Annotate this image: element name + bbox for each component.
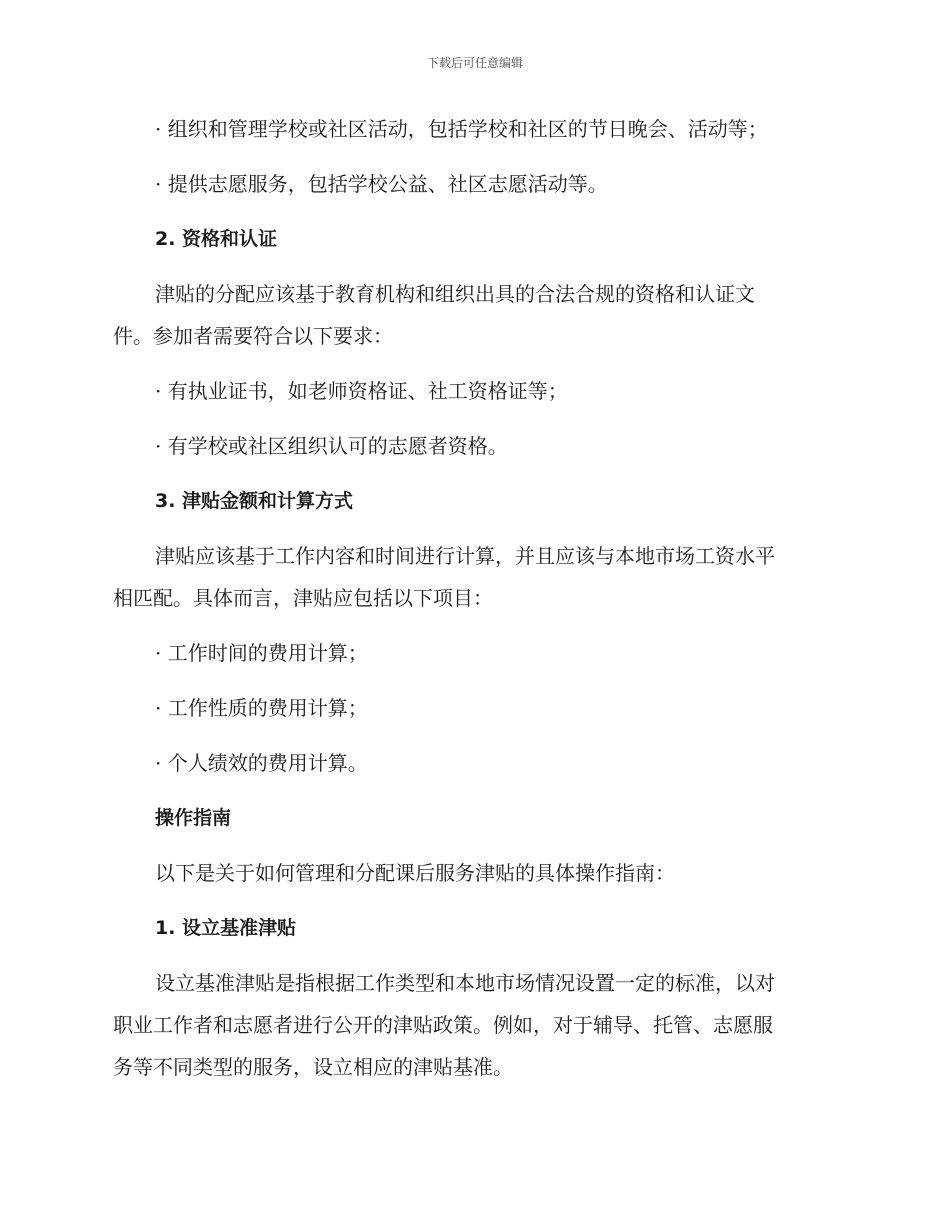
paragraph-line: 务等不同类型的服务，设立相应的津贴基准。 (113, 1055, 513, 1079)
list-item: · 个人绩效的费用计算。 (155, 751, 368, 775)
list-item: · 工作性质的费用计算； (155, 696, 368, 720)
document-body (113, 108, 831, 1101)
paragraph-line: 相匹配。具体而言，津贴应包括以下项目： (113, 586, 493, 610)
list-item: · 有学校或社区组织认可的志愿者资格。 (155, 434, 508, 458)
list-item: · 工作时间的费用计算； (155, 641, 368, 665)
list-item: · 提供志愿服务，包括学校公益、社区志愿活动等。 (155, 172, 608, 196)
paragraph-base (113, 962, 831, 1088)
paragraph-line: 以下是关于如何管理和分配课后服务津贴的具体操作指南： (155, 861, 675, 885)
paragraph-guide (113, 852, 831, 894)
paragraph-qualification (113, 273, 831, 357)
paragraph-line: 设立基准津贴是指根据工作类型和本地市场情况设置一定的标准，以对 (155, 971, 775, 995)
paragraph-line: 职业工作者和志愿者进行公开的津贴政策。例如，对于辅导、托管、志愿服 (113, 1013, 773, 1037)
section-heading-qualification: 2. 资格和认证 (155, 228, 278, 250)
section-heading-amount: 3. 津贴金额和计算方式 (155, 490, 354, 512)
section-heading-base: 1. 设立基准津贴 (155, 917, 297, 939)
page-header-note: 下载后可任意编辑 (426, 56, 523, 70)
paragraph-amount (113, 535, 831, 619)
paragraph-line: 津贴的分配应该基于教育机构和组织出具的合法合规的资格和认证文 (155, 282, 755, 306)
section-heading-guide: 操作指南 (155, 807, 232, 829)
list-item: · 组织和管理学校或社区活动，包括学校和社区的节日晚会、活动等； (155, 117, 768, 141)
paragraph-line: 津贴应该基于工作内容和时间进行计算，并且应该与本地市场工资水平 (155, 544, 775, 568)
paragraph-line: 件。参加者需要符合以下要求： (113, 324, 393, 348)
list-item: · 有执业证书，如老师资格证、社工资格证等； (155, 379, 568, 403)
